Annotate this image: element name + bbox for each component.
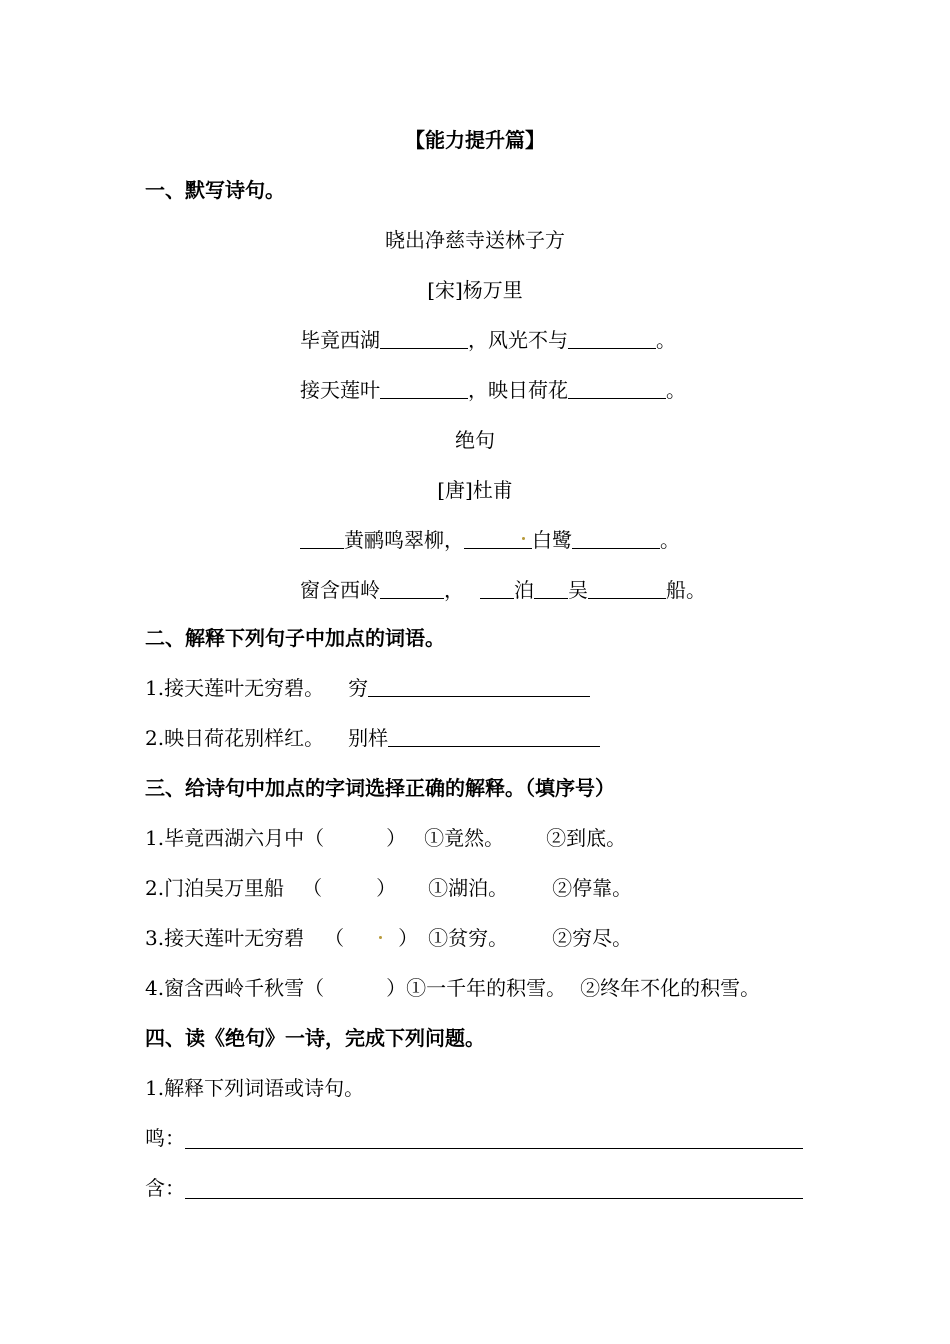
page-title: 【能力提升篇】 — [405, 128, 545, 152]
poem2-author: [唐]杜甫 — [437, 478, 513, 502]
section3-item-3: 3.接天莲叶无穷碧 （ ） ①贫穷。 ②穷尽。 — [145, 926, 633, 950]
section4-sub1: 1.解释下列词语或诗句。 — [145, 1076, 365, 1100]
fill-blank[interactable] — [380, 376, 468, 399]
fill-blank[interactable] — [300, 526, 344, 549]
section2-item-2: 2.映日荷花别样红。 别样 — [145, 720, 925, 756]
poem1-line2: 接天莲叶 ，映日荷花 。 — [300, 378, 686, 402]
section4-word-1: 鸣： — [145, 1120, 925, 1156]
section1-heading: 一、默写诗句。 — [145, 178, 285, 202]
section3-item-4: 4.窗含西岭千秋雪（ ）①一千年的积雪。 ②终年不化的积雪。 — [145, 976, 761, 1000]
section2-item-1: 1.接天莲叶无穷碧。 穷 — [145, 670, 925, 706]
section3-item-2: 2.门泊吴万里船 （ ） ①湖泊。 ②停靠。 — [145, 876, 633, 900]
answer-line[interactable] — [368, 674, 590, 697]
answer-line[interactable] — [185, 1124, 803, 1149]
section4-word-2: 含： — [145, 1170, 925, 1206]
poem1-line1: 毕竟西湖 ，风光不与 。 — [300, 328, 676, 352]
fill-blank[interactable] — [480, 576, 514, 599]
fill-blank[interactable] — [572, 526, 660, 549]
poem1-author: [宋]杨万里 — [427, 278, 523, 302]
mark-dot — [379, 936, 382, 939]
poem2-line1: 黄鹂鸣翠柳， 白鹭 。 — [300, 522, 900, 558]
poem2-line2: 窗含西岭 ， 泊 吴 船。 — [300, 578, 706, 602]
fill-blank[interactable] — [568, 376, 666, 399]
section2-heading: 二、解释下列句子中加点的词语。 — [145, 626, 445, 650]
mark-dot — [522, 537, 525, 540]
section3-item-1: 1.毕竟西湖六月中（ ） ①竟然。 ②到底。 — [145, 826, 627, 850]
section3-heading: 三、给诗句中加点的字词选择正确的解释。（填序号） — [145, 776, 615, 800]
answer-line[interactable] — [388, 724, 600, 747]
poem2-title: 绝句 — [455, 428, 495, 452]
fill-blank[interactable] — [534, 576, 568, 599]
fill-blank[interactable] — [568, 326, 656, 349]
fill-blank[interactable] — [588, 576, 666, 599]
answer-line[interactable] — [185, 1174, 803, 1199]
section4-heading: 四、读《绝句》一诗，完成下列问题。 — [145, 1026, 485, 1050]
poem1-title: 晓出净慈寺送林子方 — [385, 228, 565, 252]
fill-blank[interactable] — [380, 326, 468, 349]
fill-blank[interactable] — [380, 576, 444, 599]
